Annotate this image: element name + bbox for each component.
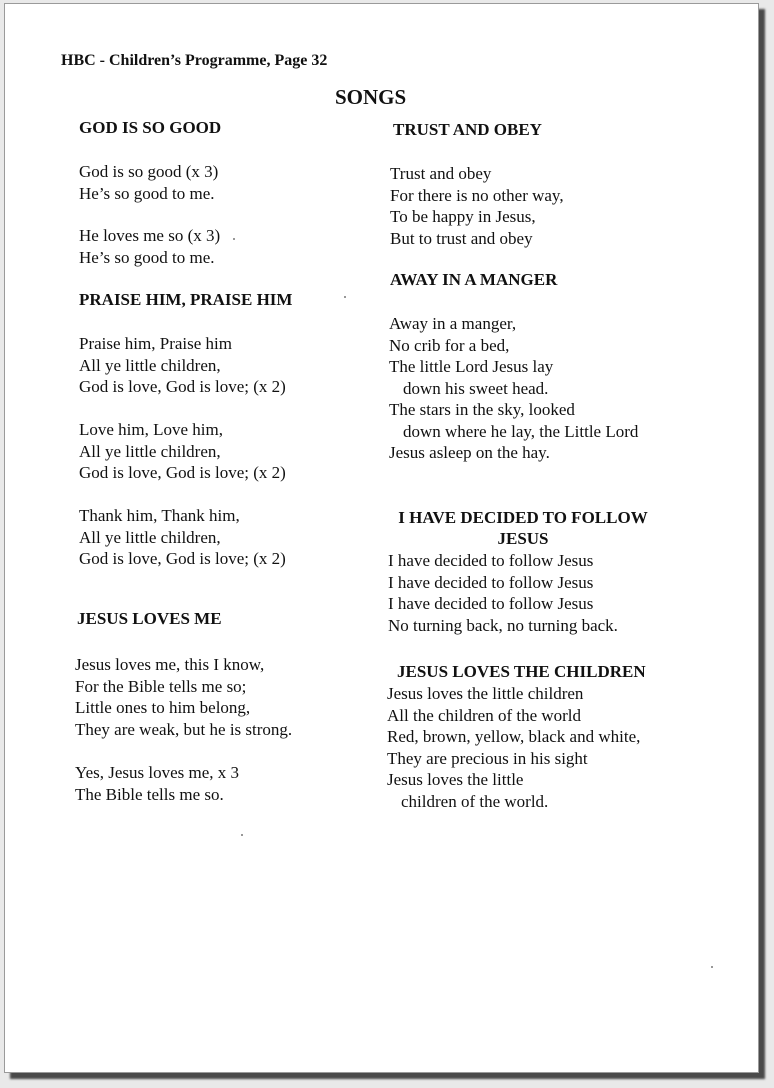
lyric-line: Trust and obey [390,164,492,183]
lyric-line: They are precious in his sight [387,748,588,768]
lyric-line: down where he lay, the Little Lord [403,421,639,441]
lyric-line: The Bible tells me so. [75,784,224,804]
song-verse [75,762,239,805]
song-title-jesus-loves-the-children: JESUS LOVES THE CHILDREN [397,662,646,681]
song-verse [79,225,220,268]
song-title-trust-and-obey: TRUST AND OBEY [393,120,542,139]
scan-speck [711,966,713,968]
song-title-line: JESUS [497,529,549,548]
lyric-line: I have decided to follow Jesus [388,551,594,570]
song-verse [388,550,618,636]
lyric-line: Praise him, Praise him [79,334,232,353]
lyric-line: Love him, Love him, [79,420,224,439]
lyric-line: All ye little children, [79,527,221,547]
song-title-i-have-decided [389,507,657,549]
lyric-line: God is love, God is love; (x 2) [79,377,286,396]
lyric-line: He loves me so (x 3) [79,226,221,245]
song-verse [390,163,564,249]
lyric-line: All ye little children, [79,441,221,461]
lyric-line: I have decided to follow Jesus [388,572,594,592]
song-title-jesus-loves-me: JESUS LOVES ME [77,609,222,628]
song-title-god-is-so-good: GOD IS SO GOOD [79,118,222,137]
lyric-line: No crib for a bed, [389,335,510,355]
lyric-line: I have decided to follow Jesus [388,594,594,613]
lyric-line: Little ones to him belong, [75,698,251,717]
lyric-line: Yes, Jesus loves me, x 3 [75,763,240,782]
song-verse [79,161,218,204]
song-verse [387,683,640,812]
lyric-line: Jesus loves the little children [387,684,584,703]
lyric-line: All ye little children, [79,355,221,375]
song-verse [79,505,286,570]
lyric-line: Thank him, Thank him, [79,506,240,525]
lyric-line: He’s so good to me. [79,247,215,267]
document-page [4,3,759,1073]
lyric-line: down his sweet head. [403,378,549,398]
lyric-line: Jesus asleep on the hay. [389,443,550,462]
lyric-line: children of the world. [401,791,549,811]
lyric-line: Away in a manger, [389,314,517,333]
lyric-line: God is love, God is love; (x 2) [79,463,286,482]
lyric-line: No turning back, no turning back. [388,615,618,635]
song-verse [389,313,638,464]
song-title-praise-him: PRAISE HIM, PRAISE HIM [79,290,293,309]
lyric-line: The stars in the sky, looked [389,400,575,419]
lyric-line: Jesus loves me, this I know, [75,655,265,674]
section-title: SONGS [335,85,407,109]
lyric-line: All the children of the world [387,705,582,725]
lyric-line: They are weak, but he is strong. [75,719,293,739]
lyric-line: God is love, God is love; (x 2) [79,549,286,568]
scan-speck [344,296,346,298]
song-verse [75,654,292,740]
scan-speck [233,238,235,240]
song-verse [79,333,286,398]
page-header: HBC - Children’s Programme, Page 32 [61,52,328,69]
song-verse [79,419,286,484]
lyric-line: Jesus loves the little [387,770,524,789]
lyric-line: He’s so good to me. [79,183,215,203]
scan-speck [241,834,243,836]
lyric-line: God is so good (x 3) [79,162,219,181]
lyric-line: The little Lord Jesus lay [389,357,554,376]
lyric-line: For there is no other way, [390,185,564,205]
song-title-line: I HAVE DECIDED TO FOLLOW [398,508,648,527]
lyric-line: To be happy in Jesus, [390,207,536,226]
lyric-line: For the Bible tells me so; [75,676,247,696]
lyric-line: But to trust and obey [390,228,533,248]
lyric-line: Red, brown, yellow, black and white, [387,727,641,746]
song-title-away-in-a-manger: AWAY IN A MANGER [390,270,558,289]
